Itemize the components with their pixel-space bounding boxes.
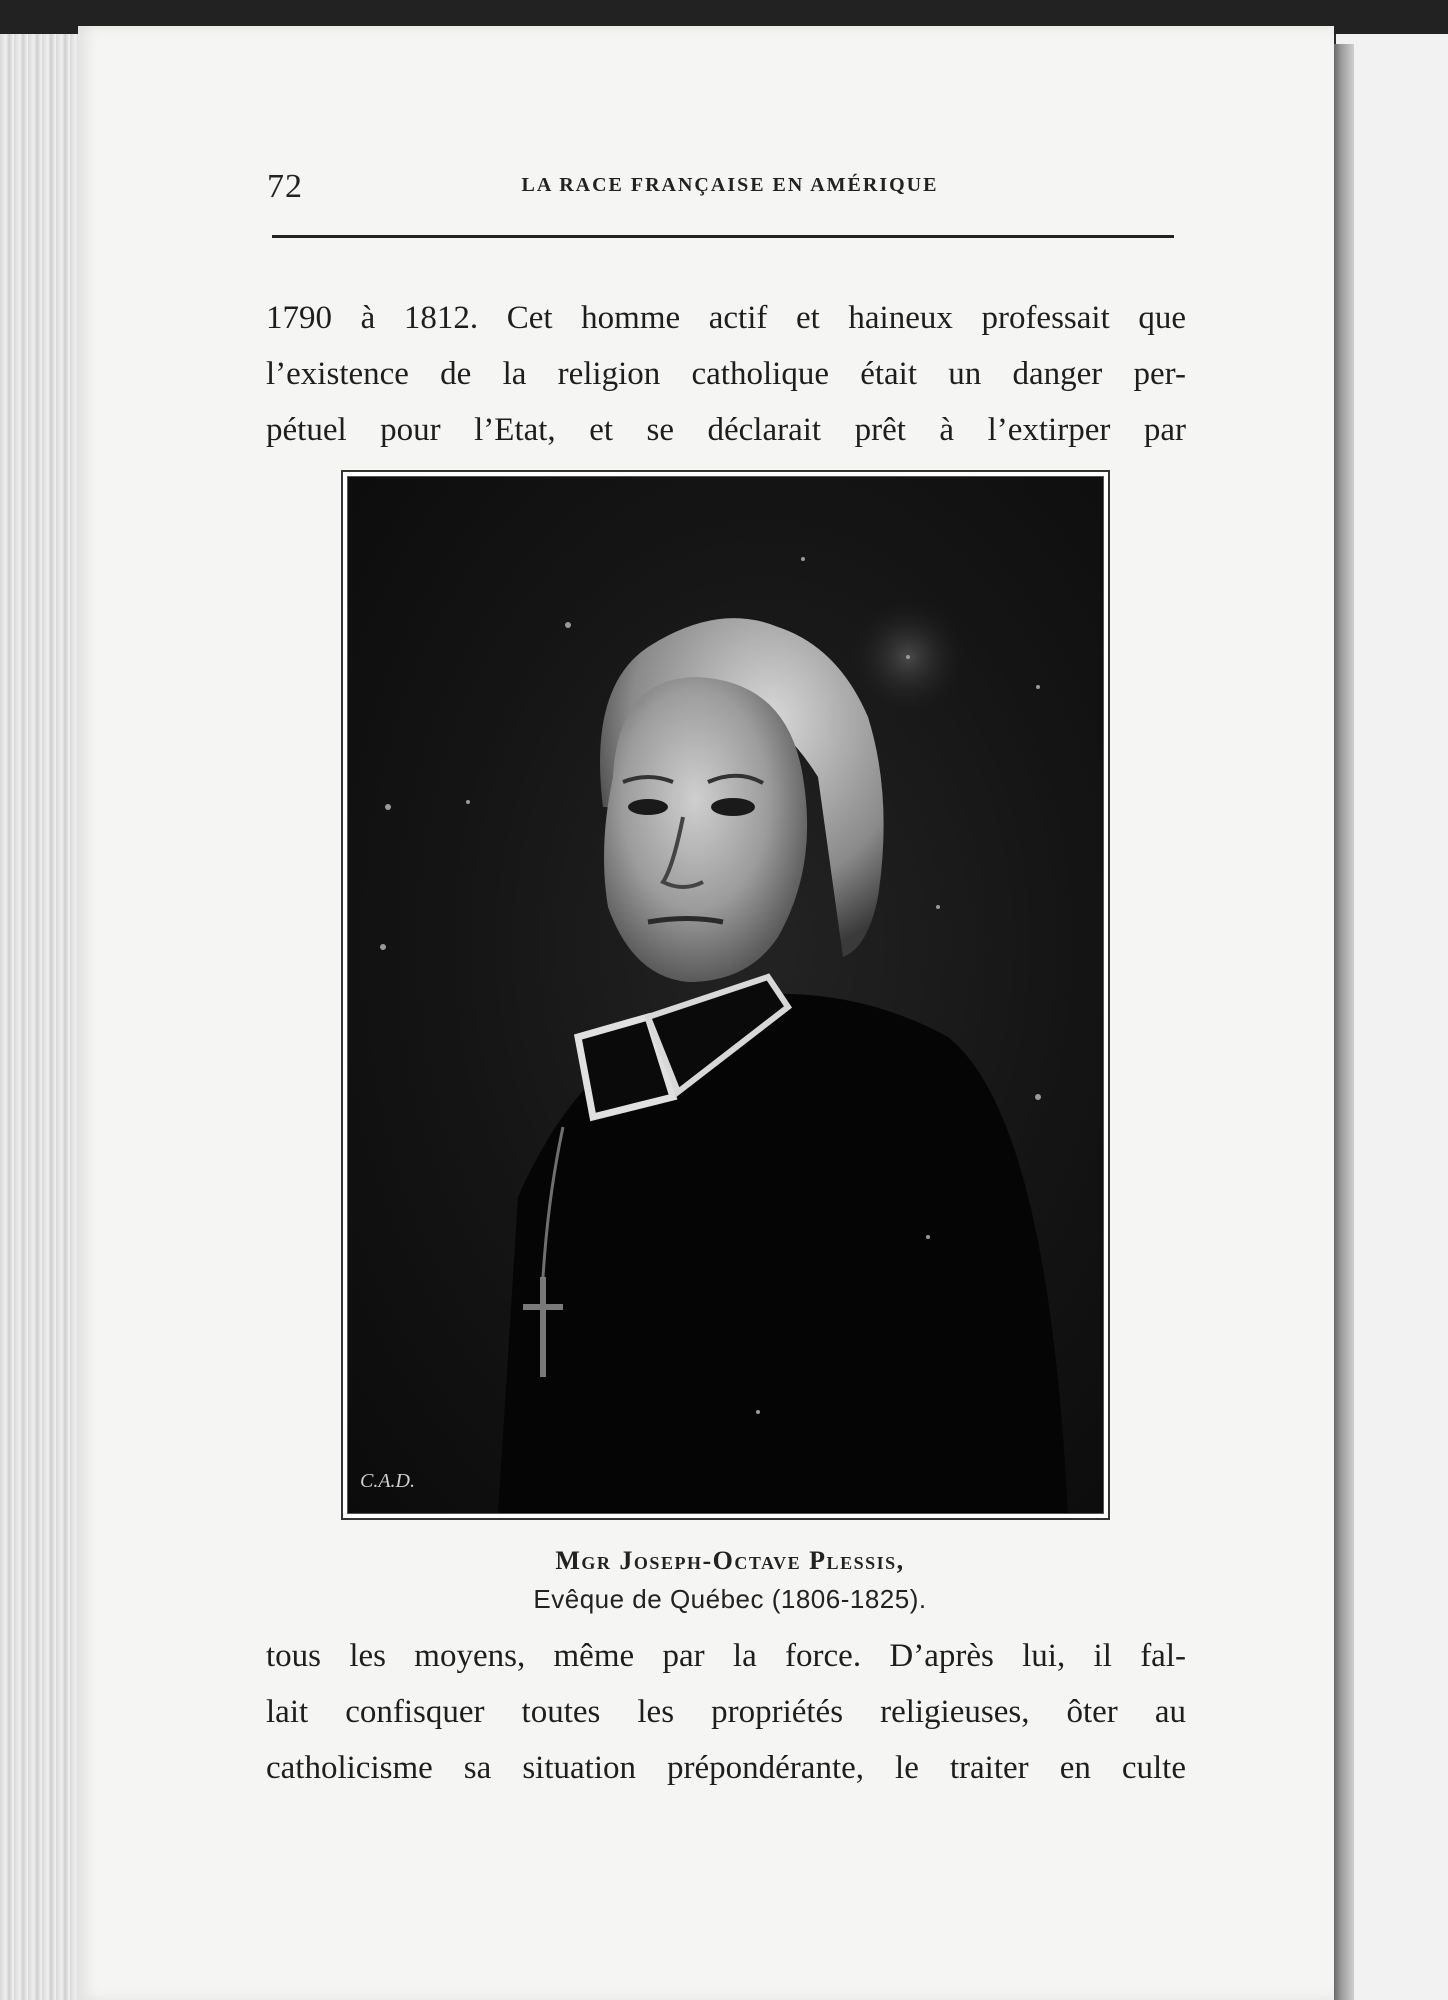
header-rule — [272, 235, 1174, 238]
right-eye — [711, 798, 755, 816]
text-line: l’existence de la religion catholique était un danger per- — [266, 356, 1186, 392]
face — [604, 677, 807, 982]
text-line: catholicisme sa situation prépondérante, le traiter en culte — [266, 1750, 1186, 1786]
text-line: lait confisquer toutes les propriétés religieuses, ôter au — [266, 1694, 1186, 1730]
portrait-image — [347, 476, 1104, 1514]
artist-signature: C.A.D. — [360, 1470, 415, 1492]
caption-name: Mgr Joseph-Octave Plessis, — [555, 1546, 905, 1575]
left-eye — [628, 799, 668, 815]
paragraph-bottom — [266, 1628, 1186, 1796]
text-line: 1790 à 1812. Cet homme actif et haineux professait que — [266, 300, 1186, 336]
caption-title: Evêque de Québec (1806-1825). — [533, 1584, 927, 1614]
running-head: LA RACE FRANÇAISE EN AMÉRIQUE — [521, 174, 939, 196]
portrait-plate — [341, 470, 1110, 1520]
portrait-illustration — [348, 477, 1104, 1514]
paragraph-top — [266, 290, 1186, 458]
page-number: 72 — [267, 168, 303, 205]
binding-shadow — [1332, 44, 1354, 2000]
text-line: pétuel pour l’Etat, et se déclarait prêt à l’extirper par — [266, 412, 1186, 448]
text-line: tous les moyens, même par la force. D’après lui, il fal- — [266, 1638, 1186, 1674]
